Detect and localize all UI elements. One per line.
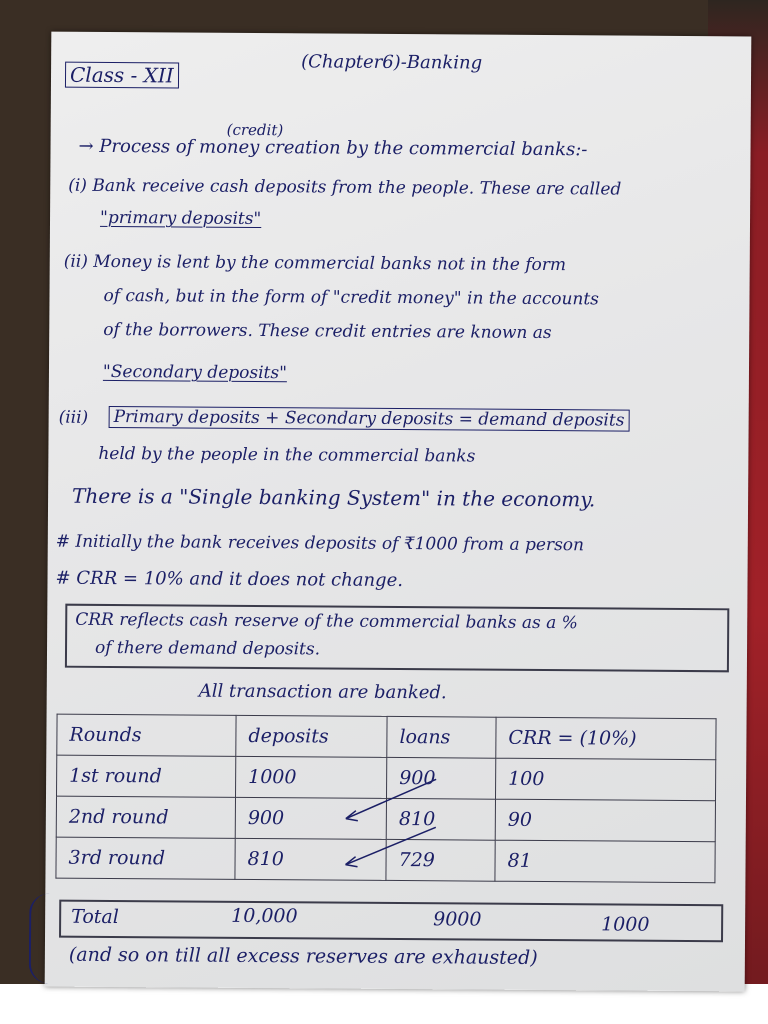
loans-cell: 900: [387, 757, 496, 799]
class-label: Class - XII: [65, 62, 179, 89]
crr-cell: 90: [495, 799, 715, 842]
assumption-initial-deposit: # Initially the bank receives deposits of ₹1000 from a person: [55, 531, 585, 556]
table-header-row: [57, 714, 716, 760]
deposits-cell: 900: [235, 797, 386, 839]
header-loans: loans: [387, 716, 496, 758]
round-cell: 3rd round: [56, 837, 235, 879]
deposits-cell: 810: [235, 838, 386, 880]
total-crr: 1000: [601, 913, 650, 936]
all-transaction-note: All transaction are banked.: [198, 680, 447, 704]
point-2-line-1: (ii) Money is lent by the commercial banks not in the form: [63, 251, 567, 276]
notebook-page: [45, 32, 752, 992]
arrow-1: [346, 779, 436, 820]
total-bracket: [29, 893, 56, 983]
credit-note: (credit): [226, 120, 284, 140]
loan-to-deposit-arrows: [325, 769, 466, 880]
point-1-line-2: "primary deposits": [99, 207, 262, 230]
point-3-equation: Primary deposits + Secondary deposits = demand deposits: [109, 406, 630, 432]
point-2-line-2: of cash, but in the form of "credit money" in the accounts: [103, 285, 600, 310]
single-banking-statement: There is a "Single banking System" in the economy.: [72, 483, 596, 512]
crr-definition-line-1: CRR reflects cash reserve of the commercial banks as a %: [75, 609, 578, 634]
footer-note: (and so on till all excess reserves are exhausted): [68, 943, 538, 969]
total-loans: 9000: [433, 908, 482, 931]
header-crr: CRR = (10%): [496, 717, 716, 760]
crr-cell: 81: [495, 840, 715, 883]
assumption-crr: # CRR = 10% and it does not change.: [55, 567, 404, 592]
point-1-line-1: (i) Bank receive cash deposits from the people. These are called: [68, 175, 622, 200]
point-3-number: (iii): [58, 407, 89, 428]
chapter-title: (Chapter6)-Banking: [301, 51, 483, 74]
crr-cell: 100: [495, 758, 715, 801]
total-label: Total: [71, 905, 119, 929]
header-deposits: deposits: [236, 715, 387, 757]
deposits-cell: 1000: [236, 756, 387, 798]
point-2-line-4: "Secondary deposits": [102, 361, 288, 384]
point-2-line-3: of the borrowers. These credit entries are known as: [103, 319, 552, 344]
arrow-2: [346, 827, 436, 866]
point-3-line-2: held by the people in the commercial banks: [98, 443, 476, 467]
loans-cell: 729: [386, 839, 495, 881]
round-cell: 1st round: [57, 755, 236, 797]
crr-definition-line-2: of there demand deposits.: [94, 637, 321, 660]
round-cell: 2nd round: [56, 796, 235, 838]
total-deposits: 10,000: [231, 904, 298, 928]
header-rounds: Rounds: [57, 714, 236, 756]
loans-cell: 810: [386, 798, 495, 840]
heading-process: → Process of money creation by the commercial banks:-: [78, 135, 588, 161]
